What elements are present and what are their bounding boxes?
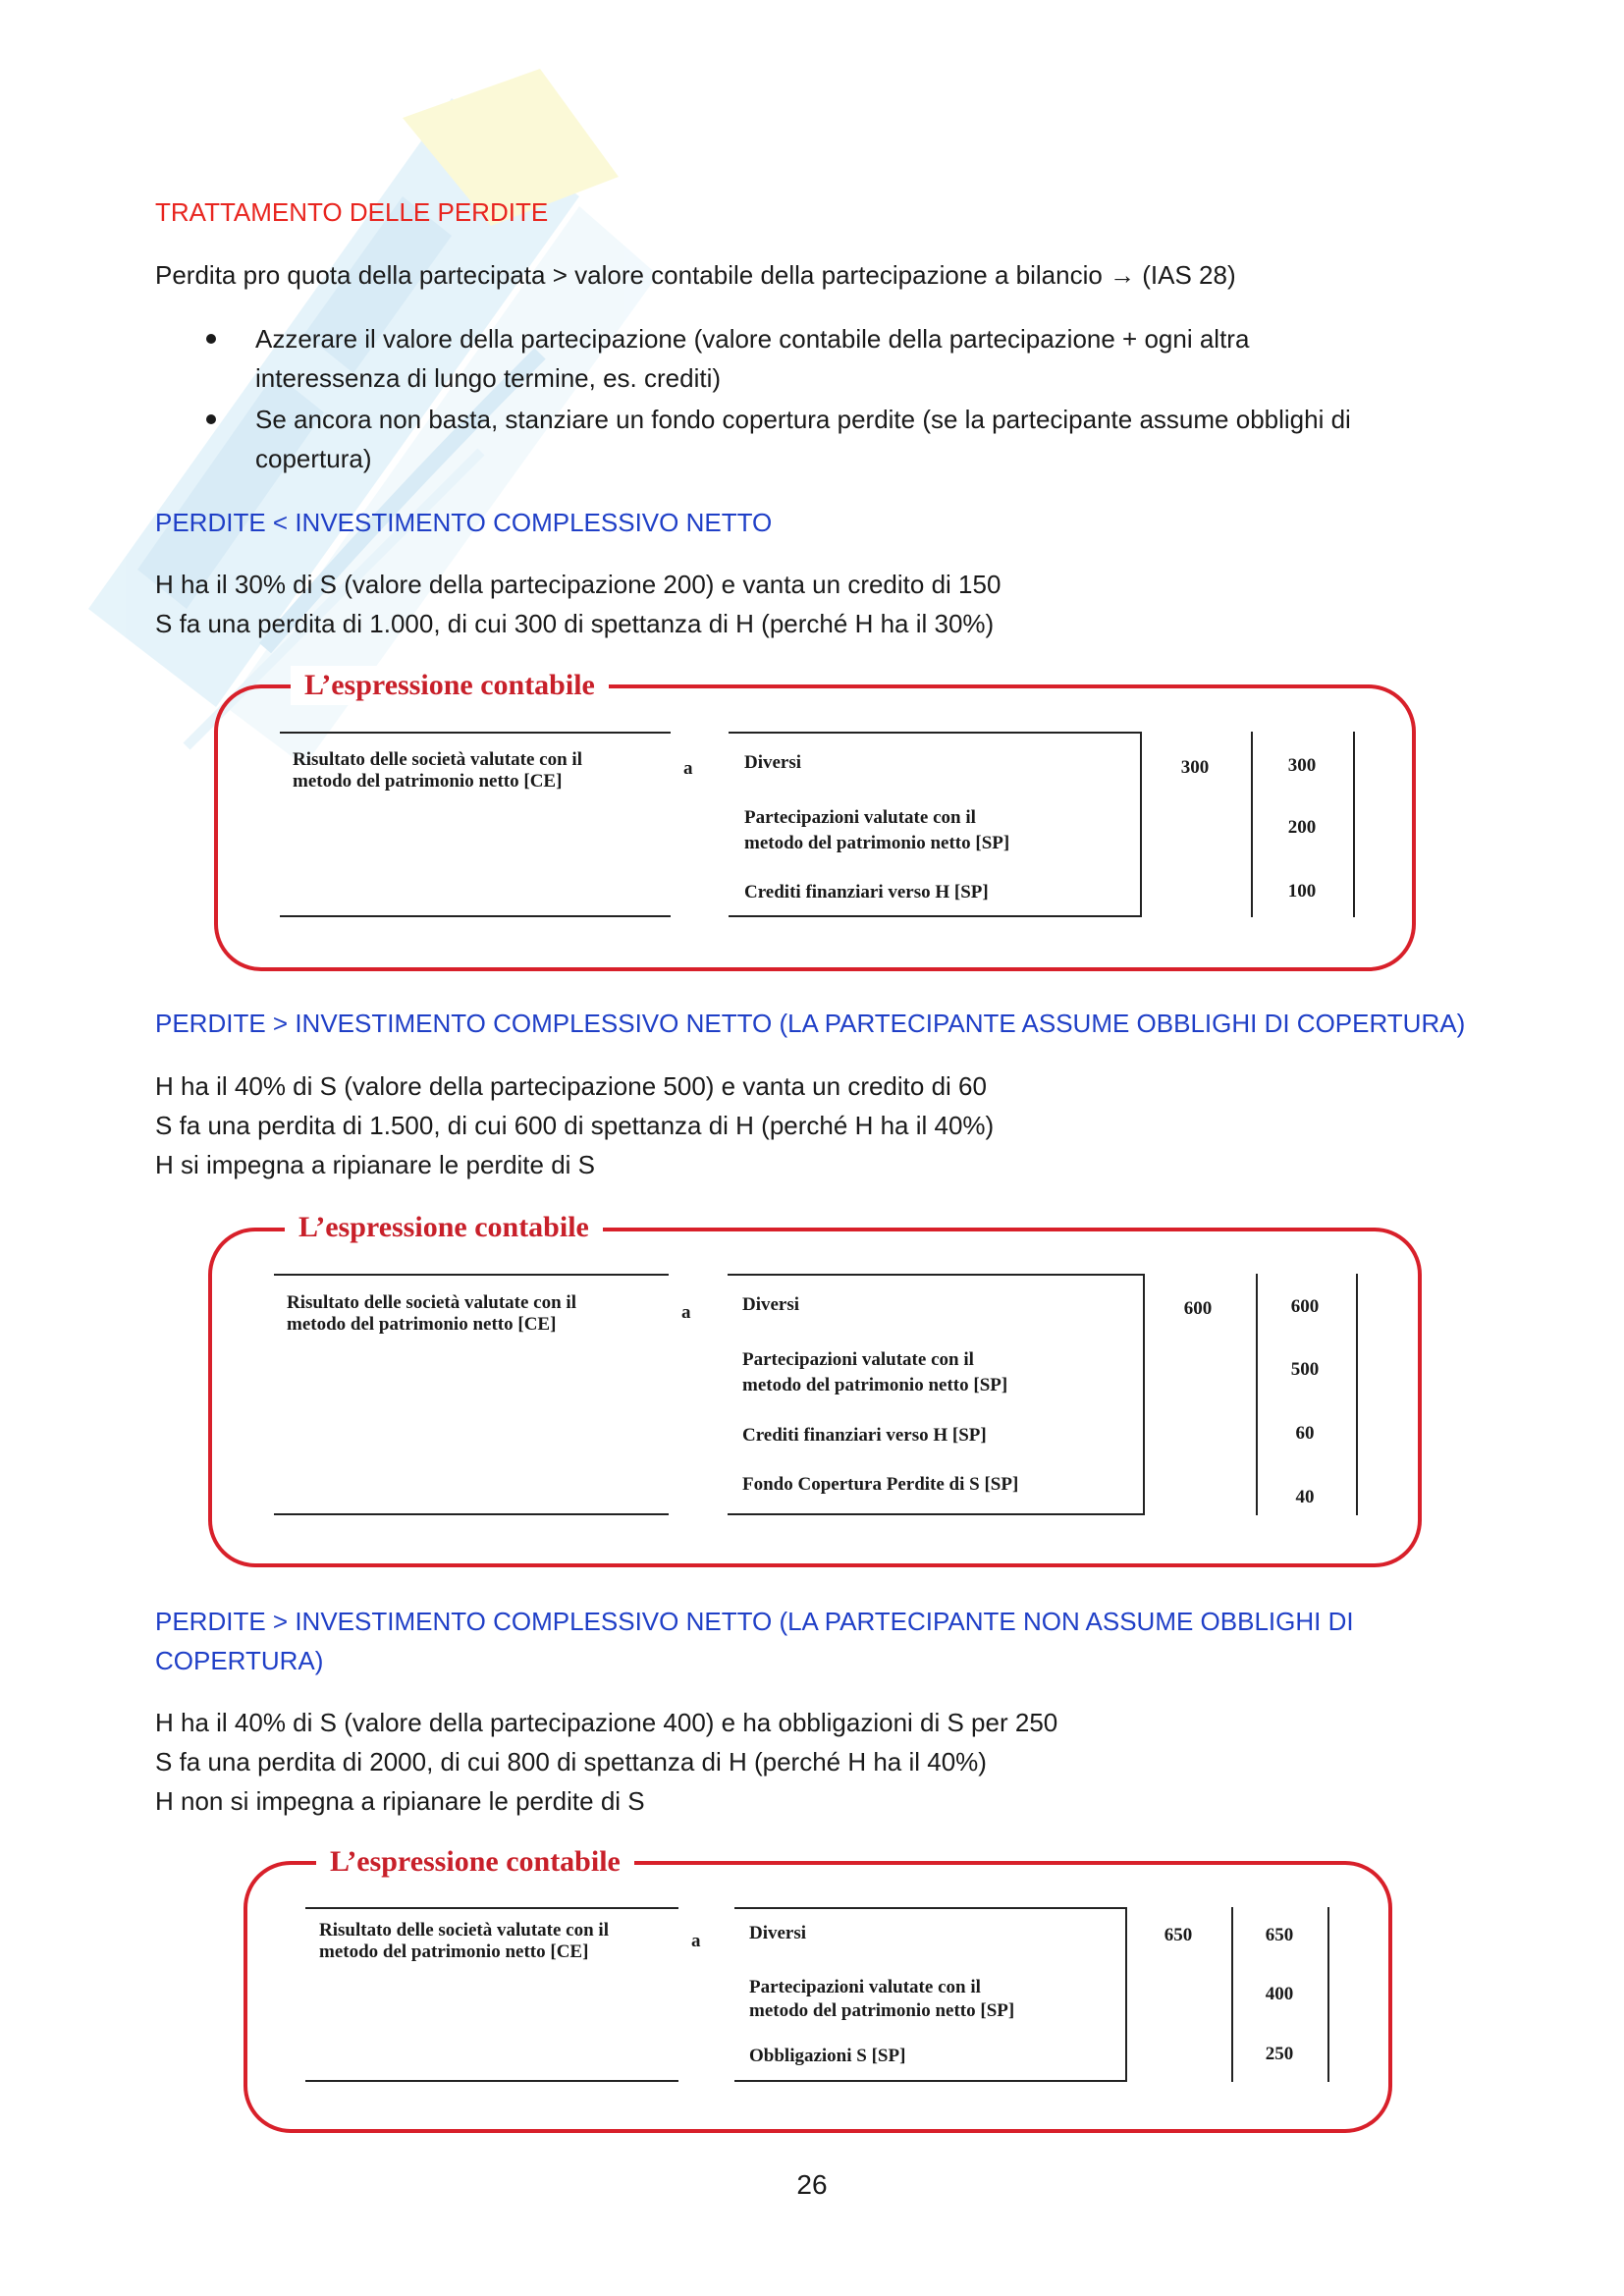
debit-top-rule bbox=[274, 1274, 669, 1276]
debit-account: Risultato delle società valutate con il metodo del patrimonio netto [CE] bbox=[319, 1920, 609, 1962]
case3-heading: PERDITE > INVESTIMENTO COMPLESSIVO NETTO (LA PARTECIPANTE NON ASSUME OBBLIGHI DI bbox=[155, 1607, 1354, 1636]
case1-line: H ha il 30% di S (valore della partecipazione 200) e vanta un credito di 150 bbox=[155, 570, 1001, 599]
amount-value: 40 bbox=[1295, 1487, 1315, 1507]
bullet-dot bbox=[206, 334, 216, 344]
diversi-label: Diversi bbox=[744, 752, 802, 773]
debit-top-rule bbox=[280, 732, 671, 734]
total-amount: 300 bbox=[1180, 757, 1210, 778]
journal-entry-title: L’espressione contabile bbox=[285, 1208, 603, 1247]
amount-value: 500 bbox=[1290, 1359, 1320, 1380]
amount-left-rule bbox=[1256, 1274, 1258, 1515]
amount-value: 100 bbox=[1287, 881, 1317, 902]
debit-top-rule bbox=[305, 1907, 678, 1909]
case3-line: H non si impegna a ripianare le perdite di S bbox=[155, 1786, 645, 1816]
case1-line: S fa una perdita di 1.000, di cui 300 di spettanza di H (perché H ha il 30%) bbox=[155, 609, 995, 638]
a-connector: a bbox=[691, 1931, 701, 1951]
intro-line: Perdita pro quota della partecipata > valore contabile della partecipazione a bilancio → (IAS 28) bbox=[155, 260, 1236, 290]
credit-bottom-rule bbox=[728, 1513, 1145, 1515]
debit-account: Risultato delle società valutate con il metodo del patrimonio netto [CE] bbox=[293, 749, 582, 792]
journal-entry-title: L’espressione contabile bbox=[291, 666, 609, 705]
amount-value: 600 bbox=[1290, 1296, 1320, 1317]
case2-heading: PERDITE > INVESTIMENTO COMPLESSIVO NETTO (LA PARTECIPANTE ASSUME OBBLIGHI DI COPERTURA) bbox=[155, 1009, 1466, 1038]
bullet-item: Se ancora non basta, stanziare un fondo copertura perdite (se la partecipante assume obblighi di copertura) bbox=[196, 400, 1351, 478]
amount-value: 650 bbox=[1265, 1925, 1294, 1945]
credit-account: Fondo Copertura Perdite di S [SP] bbox=[742, 1474, 1019, 1495]
credit-account: Partecipazioni valutate con il metodo del patrimonio netto [SP] bbox=[742, 1349, 1008, 1395]
credit-account: Partecipazioni valutate con il metodo del patrimonio netto [SP] bbox=[744, 807, 1010, 853]
credit-top-rule bbox=[734, 1907, 1127, 1909]
amount-value: 60 bbox=[1295, 1423, 1315, 1444]
bullet-item: Azzerare il valore della partecipazione (valore contabile della partecipazione + ogni altra interessenza di lungo termine, es. crediti) bbox=[196, 319, 1351, 398]
amount-value: 250 bbox=[1265, 2044, 1294, 2064]
case2-line: H si impegna a ripianare le perdite di S bbox=[155, 1150, 596, 1179]
credit-account: Crediti finanziari verso H [SP] bbox=[742, 1425, 987, 1446]
case3-line: H ha il 40% di S (valore della partecipazione 400) e ha obbligazioni di S per 250 bbox=[155, 1708, 1058, 1737]
diversi-label: Diversi bbox=[749, 1923, 807, 1943]
credit-top-rule bbox=[728, 1274, 1145, 1276]
amount-value: 400 bbox=[1265, 1984, 1294, 2004]
debit-bottom-rule bbox=[274, 1513, 669, 1515]
section-title: TRATTAMENTO DELLE PERDITE bbox=[155, 197, 549, 227]
total-amount: 600 bbox=[1183, 1298, 1213, 1319]
a-connector: a bbox=[683, 758, 693, 779]
credit-bottom-rule bbox=[734, 2080, 1127, 2082]
bullet-list bbox=[196, 319, 1351, 478]
credit-account: Partecipazioni valutate con il metodo del patrimonio netto [SP] bbox=[749, 1977, 1015, 2021]
case2-line: H ha il 40% di S (valore della partecipazione 500) e vanta un credito di 60 bbox=[155, 1071, 987, 1101]
amount-left-rule bbox=[1251, 732, 1253, 917]
amount-right-rule bbox=[1327, 1907, 1329, 2082]
credit-bottom-rule bbox=[729, 915, 1142, 917]
amount-left-rule bbox=[1231, 1907, 1233, 2082]
debit-bottom-rule bbox=[305, 2080, 678, 2082]
credit-right-rule bbox=[1140, 732, 1142, 917]
journal-entry-box-2 bbox=[208, 1228, 1422, 1567]
credit-account: Crediti finanziari verso H [SP] bbox=[744, 882, 989, 902]
case1-heading: PERDITE < INVESTIMENTO COMPLESSIVO NETTO bbox=[155, 508, 773, 537]
page-number: 26 bbox=[796, 2169, 828, 2200]
bullet-dot bbox=[206, 414, 216, 424]
amount-right-rule bbox=[1356, 1274, 1358, 1515]
a-connector: a bbox=[681, 1302, 691, 1323]
journal-entry-title: L’espressione contabile bbox=[316, 1842, 634, 1882]
debit-bottom-rule bbox=[280, 915, 671, 917]
amount-value: 200 bbox=[1287, 817, 1317, 838]
credit-account: Obbligazioni S [SP] bbox=[749, 2046, 906, 2066]
credit-right-rule bbox=[1143, 1274, 1145, 1515]
case2-line: S fa una perdita di 1.500, di cui 600 di spettanza di H (perché H ha il 40%) bbox=[155, 1111, 995, 1140]
diversi-label: Diversi bbox=[742, 1294, 800, 1315]
debit-account: Risultato delle società valutate con il metodo del patrimonio netto [CE] bbox=[287, 1292, 576, 1335]
amount-right-rule bbox=[1353, 732, 1355, 917]
credit-right-rule bbox=[1125, 1907, 1127, 2082]
case3-heading-cont: COPERTURA) bbox=[155, 1646, 324, 1675]
total-amount: 650 bbox=[1164, 1925, 1193, 1945]
credit-top-rule bbox=[729, 732, 1142, 734]
amount-value: 300 bbox=[1287, 755, 1317, 776]
case3-line: S fa una perdita di 2000, di cui 800 di spettanza di H (perché H ha il 40%) bbox=[155, 1747, 987, 1777]
